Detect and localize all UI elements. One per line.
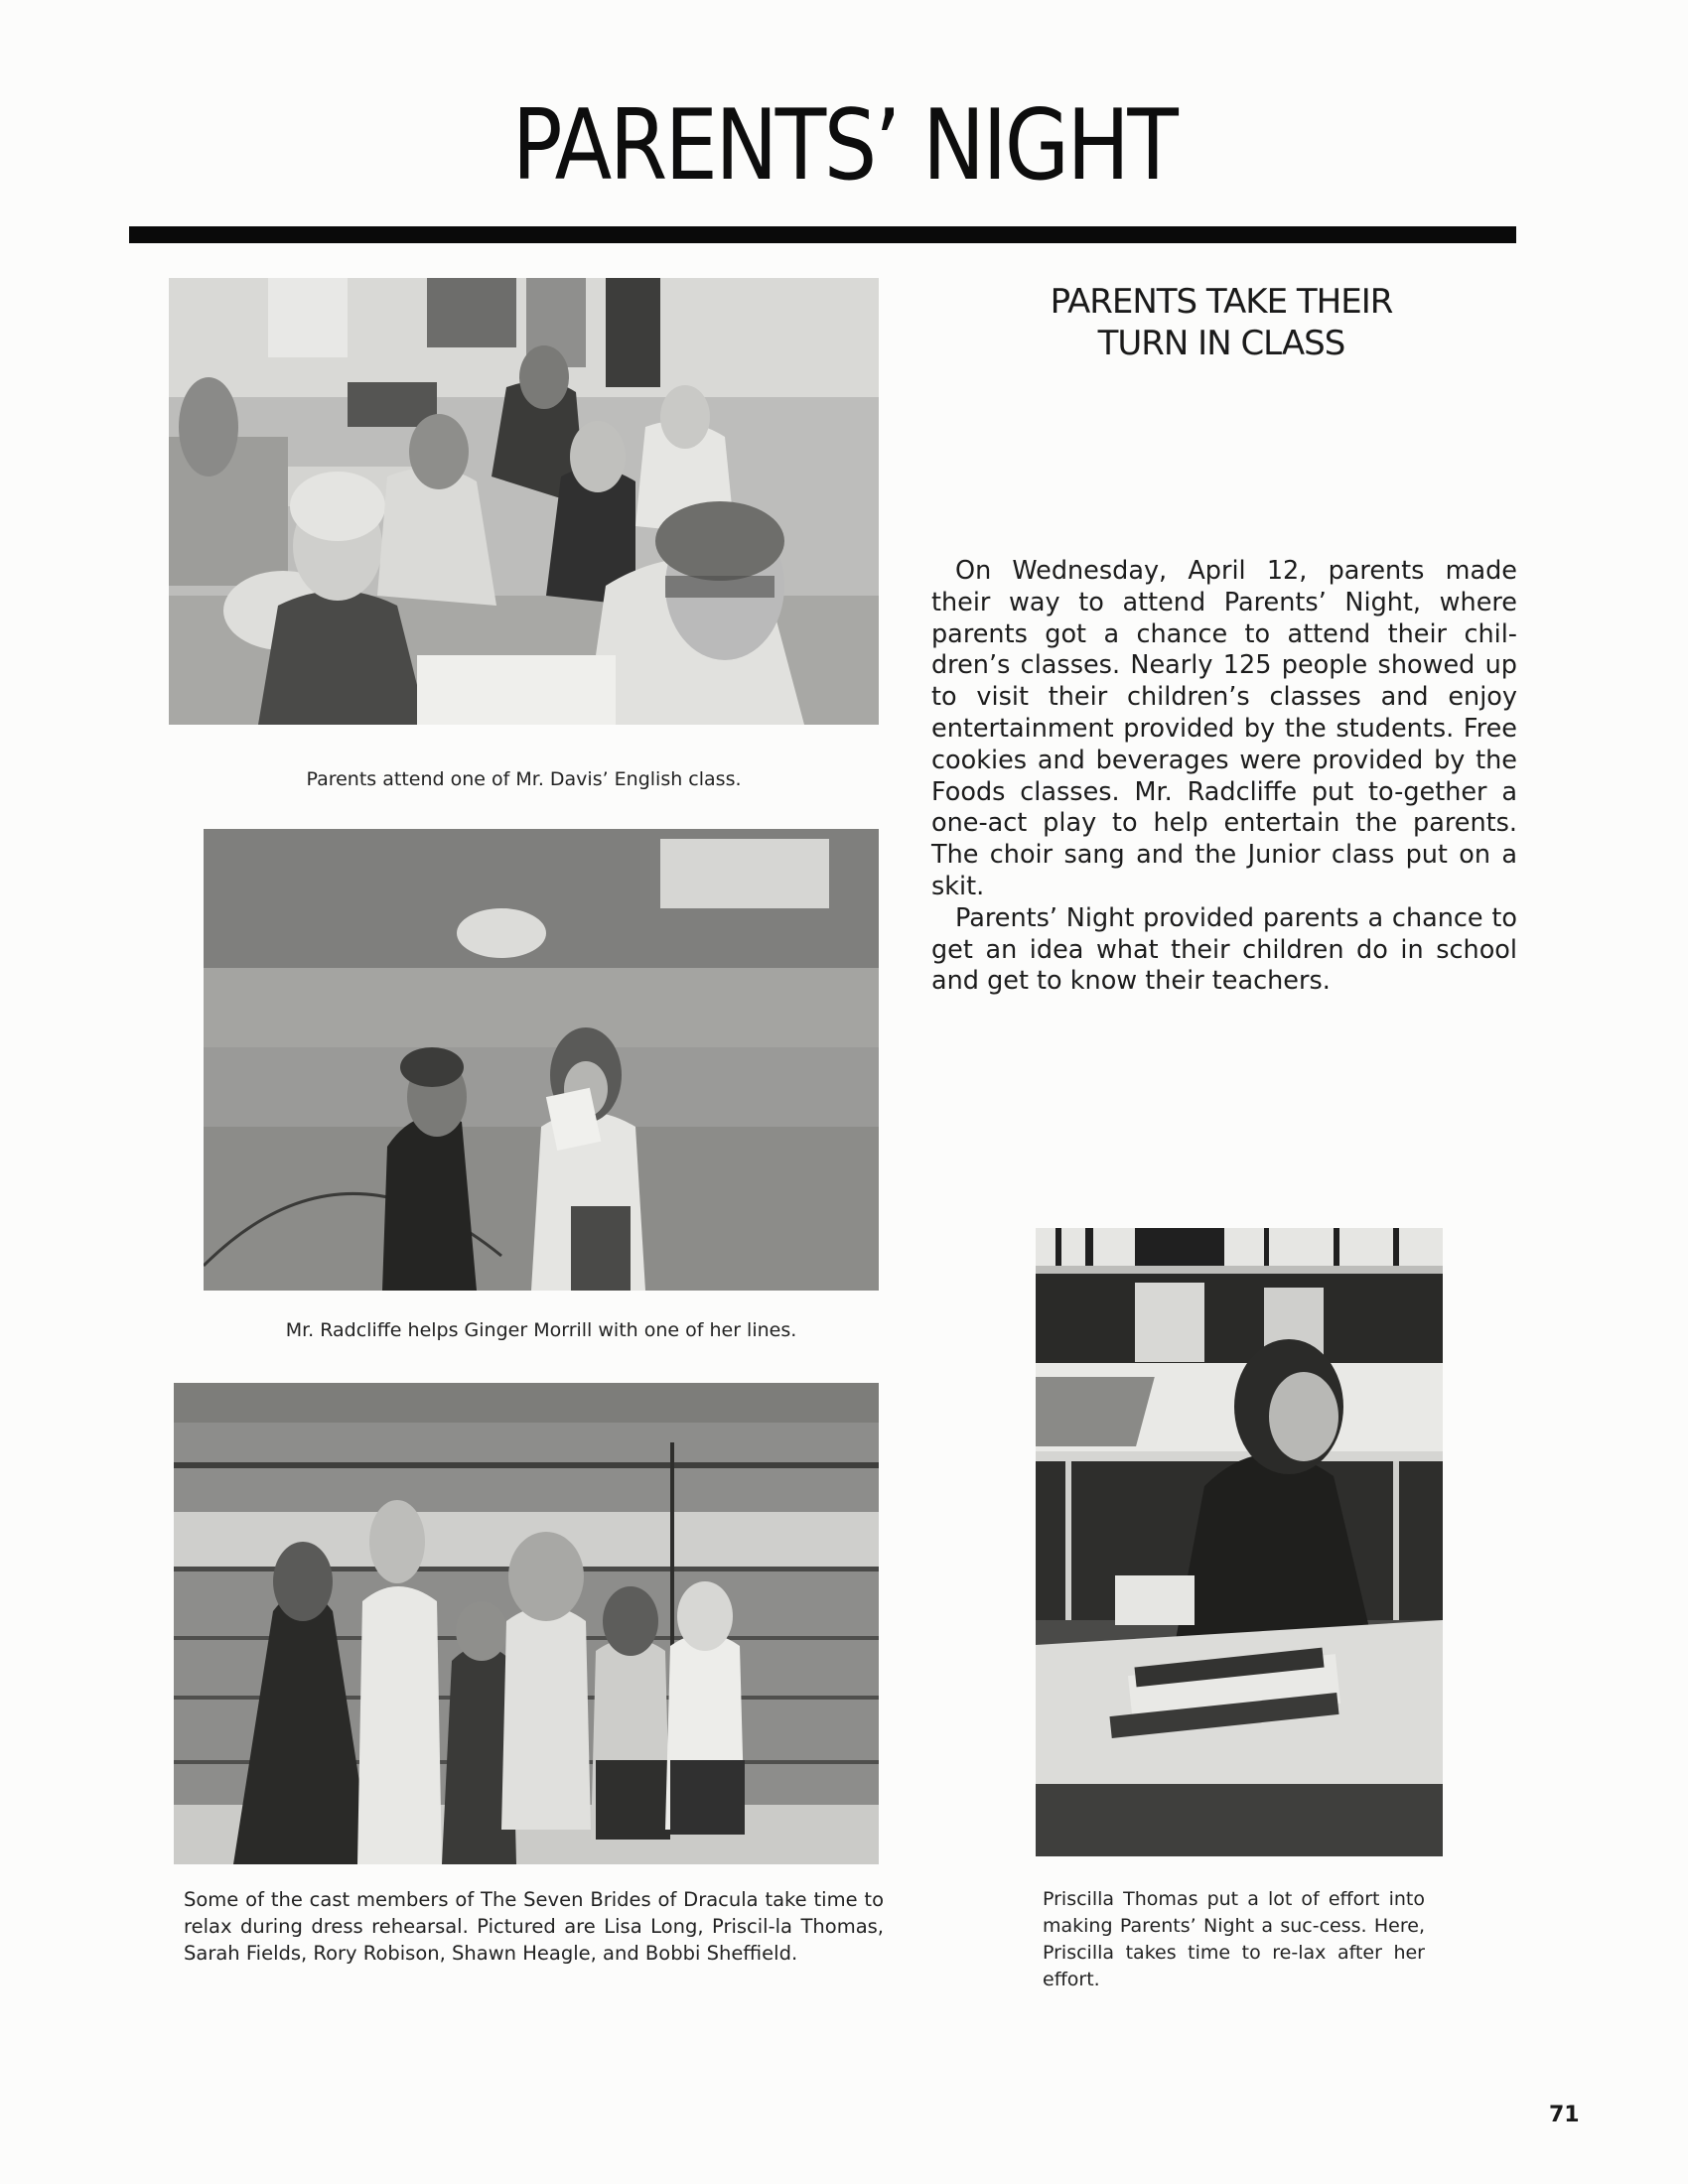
headline-line: PARENTS TAKE THEIR [1050,282,1393,322]
classroom-photo-illustration [169,278,879,725]
gym-photo-illustration [204,829,879,1291]
photo-rehearsal-gym [204,829,879,1291]
photo-caption: Priscilla Thomas put a lot of effort into making Parents’ Night a suc-cess. Here, Priscilla takes time to re-lax after her effort. [1043,1888,1425,1990]
page-number: 71 [1549,2103,1580,2127]
photo-caption: Mr. Radcliffe helps Ginger Morrill with one of her lines. [285,1319,797,1341]
photo-caption: Parents attend one of Mr. Davis’ English class. [306,768,742,790]
photo-cast-members [174,1383,879,1864]
headline-line: TURN IN CLASS [1097,324,1345,363]
library-photo-illustration [1036,1228,1443,1856]
article-headline [1013,281,1430,364]
article-paragraph: On Wednesday, April 12, parents made their way to attend Parents’ Night, where parents got a chance to attend their chil-dren’s classes. Nearly 125 people showed up to visit their children’s classes and enjoy entertainment provided by the students. Free cookies and beverages were provided by the Foods classes. Mr. Radcliffe put to-gether a one-act play to help entertain the parents. The choir sang and the Junior class put on a skit. [931,556,1517,901]
article-paragraph: Parents’ Night provided parents a chance to get an idea what their children do in school and get to know their teachers. [931,902,1517,997]
page-title: PARENTS’ NIGHT [511,89,1177,203]
photo-caption: Some of the cast members of The Seven Brides of Dracula take time to relax during dress rehearsal. Pictured are Lisa Long, Priscil-la Thomas, Sarah Fields, Rory Robison, Shawn Heagle, and Bobbi Sheffield. [184,1888,884,1965]
photo-priscilla-library [1036,1228,1443,1856]
photo-parents-in-class [169,278,879,725]
cast-photo-illustration [174,1383,879,1864]
title-rule [129,226,1516,243]
article-body [931,556,1517,998]
